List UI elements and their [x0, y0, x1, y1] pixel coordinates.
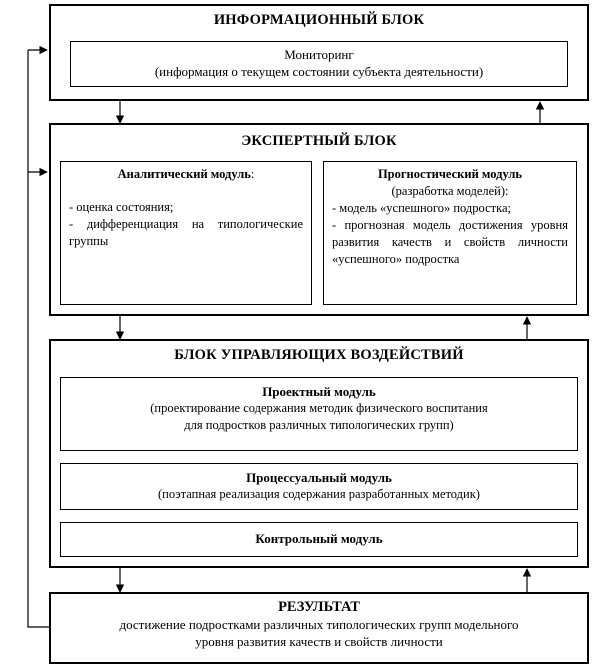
analytic-item: - дифференциация на типологические группы	[69, 217, 303, 248]
analytic-item: - оценка состояния;	[69, 200, 174, 214]
prognostic-item: - модель «успешного» подростка;	[332, 201, 512, 215]
result-block-title: РЕЗУЛЬТАТ	[278, 599, 360, 615]
result-desc-line1: достижение подростками различных типологических групп модельного	[119, 617, 519, 632]
result-block	[49, 592, 589, 664]
info-block-title: ИНФОРМАЦИОННЫЙ БЛОК	[213, 12, 425, 28]
prognostic-item: - прогнозная модель достижения уровня развития качеств и свойств личности «успешного» подростка	[332, 218, 568, 266]
prognostic-module-title: Прогностический модуль	[377, 167, 523, 181]
expert-block	[49, 123, 589, 316]
analytic-module-title-colon: :	[250, 167, 255, 181]
project-module-title: Проектный модуль	[262, 384, 376, 399]
prognostic-module	[323, 161, 577, 305]
process-module-title: Процессуальный модуль	[246, 470, 392, 485]
analytic-module	[60, 161, 312, 305]
control-module-title: Контрольный модуль	[255, 531, 383, 546]
analytic-module-title: Аналитический модуль	[117, 167, 251, 181]
project-module-desc-line1: (проектирование содержания методик физического воспитания	[150, 401, 488, 415]
monitoring-title: Мониторинг	[284, 47, 354, 62]
info-block	[49, 4, 589, 101]
result-desc-line2: уровня развития качеств и свойств личности	[195, 634, 443, 649]
project-module	[60, 377, 578, 451]
control-block	[49, 339, 589, 568]
monitoring-module	[70, 41, 568, 87]
prognostic-module-subtitle: (разработка моделей):	[391, 184, 509, 198]
process-module	[60, 463, 578, 510]
feedback-loop-line	[28, 50, 49, 627]
control-block-title: БЛОК УПРАВЛЯЮЩИХ ВОЗДЕЙСТВИЙ	[174, 347, 464, 363]
expert-block-title: ЭКСПЕРТНЫЙ БЛОК	[241, 133, 397, 149]
monitoring-desc: (информация о текущем состоянии субъекта деятельности)	[154, 64, 484, 79]
control-module	[60, 522, 578, 557]
process-module-desc: (поэтапная реализация содержания разработанных методик)	[158, 487, 480, 501]
project-module-desc-line2: для подростков различных типологических групп)	[184, 418, 454, 432]
